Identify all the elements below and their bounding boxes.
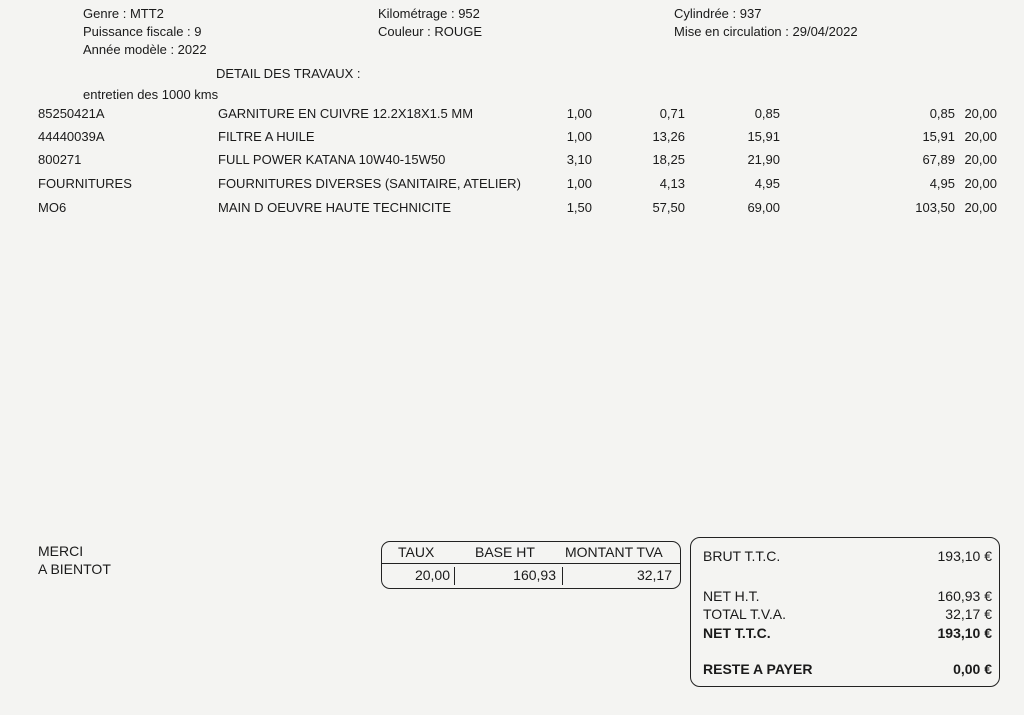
item-qty: 1,00 <box>566 176 592 191</box>
item-designation: FILTRE A HUILE <box>218 129 315 144</box>
vat-summary-box <box>381 541 681 589</box>
item-tva: 20,00 <box>964 200 997 215</box>
vat-header-montant: MONTANT TVA <box>565 544 663 560</box>
item-code: FOURNITURES <box>38 176 132 191</box>
item-pu-ttc: 4,95 <box>754 176 780 191</box>
item-designation: FULL POWER KATANA 10W40-15W50 <box>218 152 446 167</box>
item-pu-ht: 57,50 <box>652 200 685 215</box>
vat-montant-value: 32,17 <box>636 567 672 583</box>
item-tva: 20,00 <box>964 129 997 144</box>
net-ttc-label: NET T.T.C. <box>703 625 771 641</box>
item-total: 0,85 <box>929 106 955 121</box>
vat-taux-value: 20,00 <box>414 567 450 583</box>
total-tva-value: 32,17 € <box>945 606 992 622</box>
vehicle-couleur: Couleur : ROUGE <box>378 24 483 39</box>
reste-a-payer-label: RESTE A PAYER <box>703 661 813 677</box>
footer-merci: MERCI <box>38 543 84 559</box>
item-total: 4,95 <box>929 176 955 191</box>
item-code: MO6 <box>38 200 67 215</box>
net-ht-value: 160,93 € <box>937 588 992 604</box>
vat-header-taux: TAUX <box>398 544 435 560</box>
item-pu-ttc: 0,85 <box>754 106 780 121</box>
item-tva: 20,00 <box>964 176 997 191</box>
table-row <box>0 200 1024 220</box>
vat-header-base: BASE HT <box>475 544 535 560</box>
item-pu-ttc: 21,90 <box>747 152 780 167</box>
item-designation: FOURNITURES DIVERSES (SANITAIRE, ATELIER) <box>218 176 521 191</box>
item-code: 44440039A <box>38 129 105 144</box>
vat-base-value: 160,93 <box>513 567 556 583</box>
item-tva: 20,00 <box>964 106 997 121</box>
footer-bientot: A BIENTOT <box>38 561 111 577</box>
item-pu-ttc: 15,91 <box>747 129 780 144</box>
item-total: 15,91 <box>922 129 955 144</box>
table-row <box>0 176 1024 196</box>
table-row <box>0 152 1024 172</box>
item-qty: 1,00 <box>566 106 592 121</box>
item-qty: 1,00 <box>566 129 592 144</box>
section-title: DETAIL DES TRAVAUX : <box>216 66 361 81</box>
reste-a-payer-value: 0,00 € <box>953 661 992 677</box>
vehicle-circulation: Mise en circulation : 29/04/2022 <box>674 24 858 39</box>
item-designation: MAIN D OEUVRE HAUTE TECHNICITE <box>218 200 452 215</box>
item-qty: 3,10 <box>566 152 592 167</box>
item-code: 85250421A <box>38 106 105 121</box>
vat-col-separator <box>454 567 455 585</box>
item-qty: 1,50 <box>566 200 592 215</box>
item-pu-ht: 18,25 <box>652 152 685 167</box>
net-ttc-value: 193,10 € <box>937 625 992 641</box>
item-designation: GARNITURE EN CUIVRE 12.2X18X1.5 MM <box>218 106 474 121</box>
vat-col-separator <box>562 567 563 585</box>
work-title: entretien des 1000 kms <box>83 87 219 102</box>
vehicle-annee: Année modèle : 2022 <box>83 42 207 57</box>
item-pu-ht: 4,13 <box>659 176 685 191</box>
item-total: 67,89 <box>922 152 955 167</box>
total-tva-label: TOTAL T.V.A. <box>703 606 787 622</box>
item-pu-ttc: 69,00 <box>747 200 780 215</box>
totals-box <box>690 537 1000 687</box>
vehicle-puissance: Puissance fiscale : 9 <box>83 24 202 39</box>
brut-ttc-label: BRUT T.T.C. <box>703 548 781 564</box>
item-pu-ht: 13,26 <box>652 129 685 144</box>
item-pu-ht: 0,71 <box>659 106 685 121</box>
vehicle-kilometrage: Kilométrage : 952 <box>378 6 480 21</box>
table-row <box>0 129 1024 149</box>
vehicle-cylindree: Cylindrée : 937 <box>674 6 762 21</box>
item-total: 103,50 <box>915 200 955 215</box>
item-tva: 20,00 <box>964 152 997 167</box>
net-ht-label: NET H.T. <box>703 588 760 604</box>
table-row <box>0 106 1024 126</box>
item-code: 800271 <box>38 152 82 167</box>
vehicle-genre: Genre : MTT2 <box>83 6 164 21</box>
brut-ttc-value: 193,10 € <box>937 548 992 564</box>
vat-divider <box>382 563 680 564</box>
